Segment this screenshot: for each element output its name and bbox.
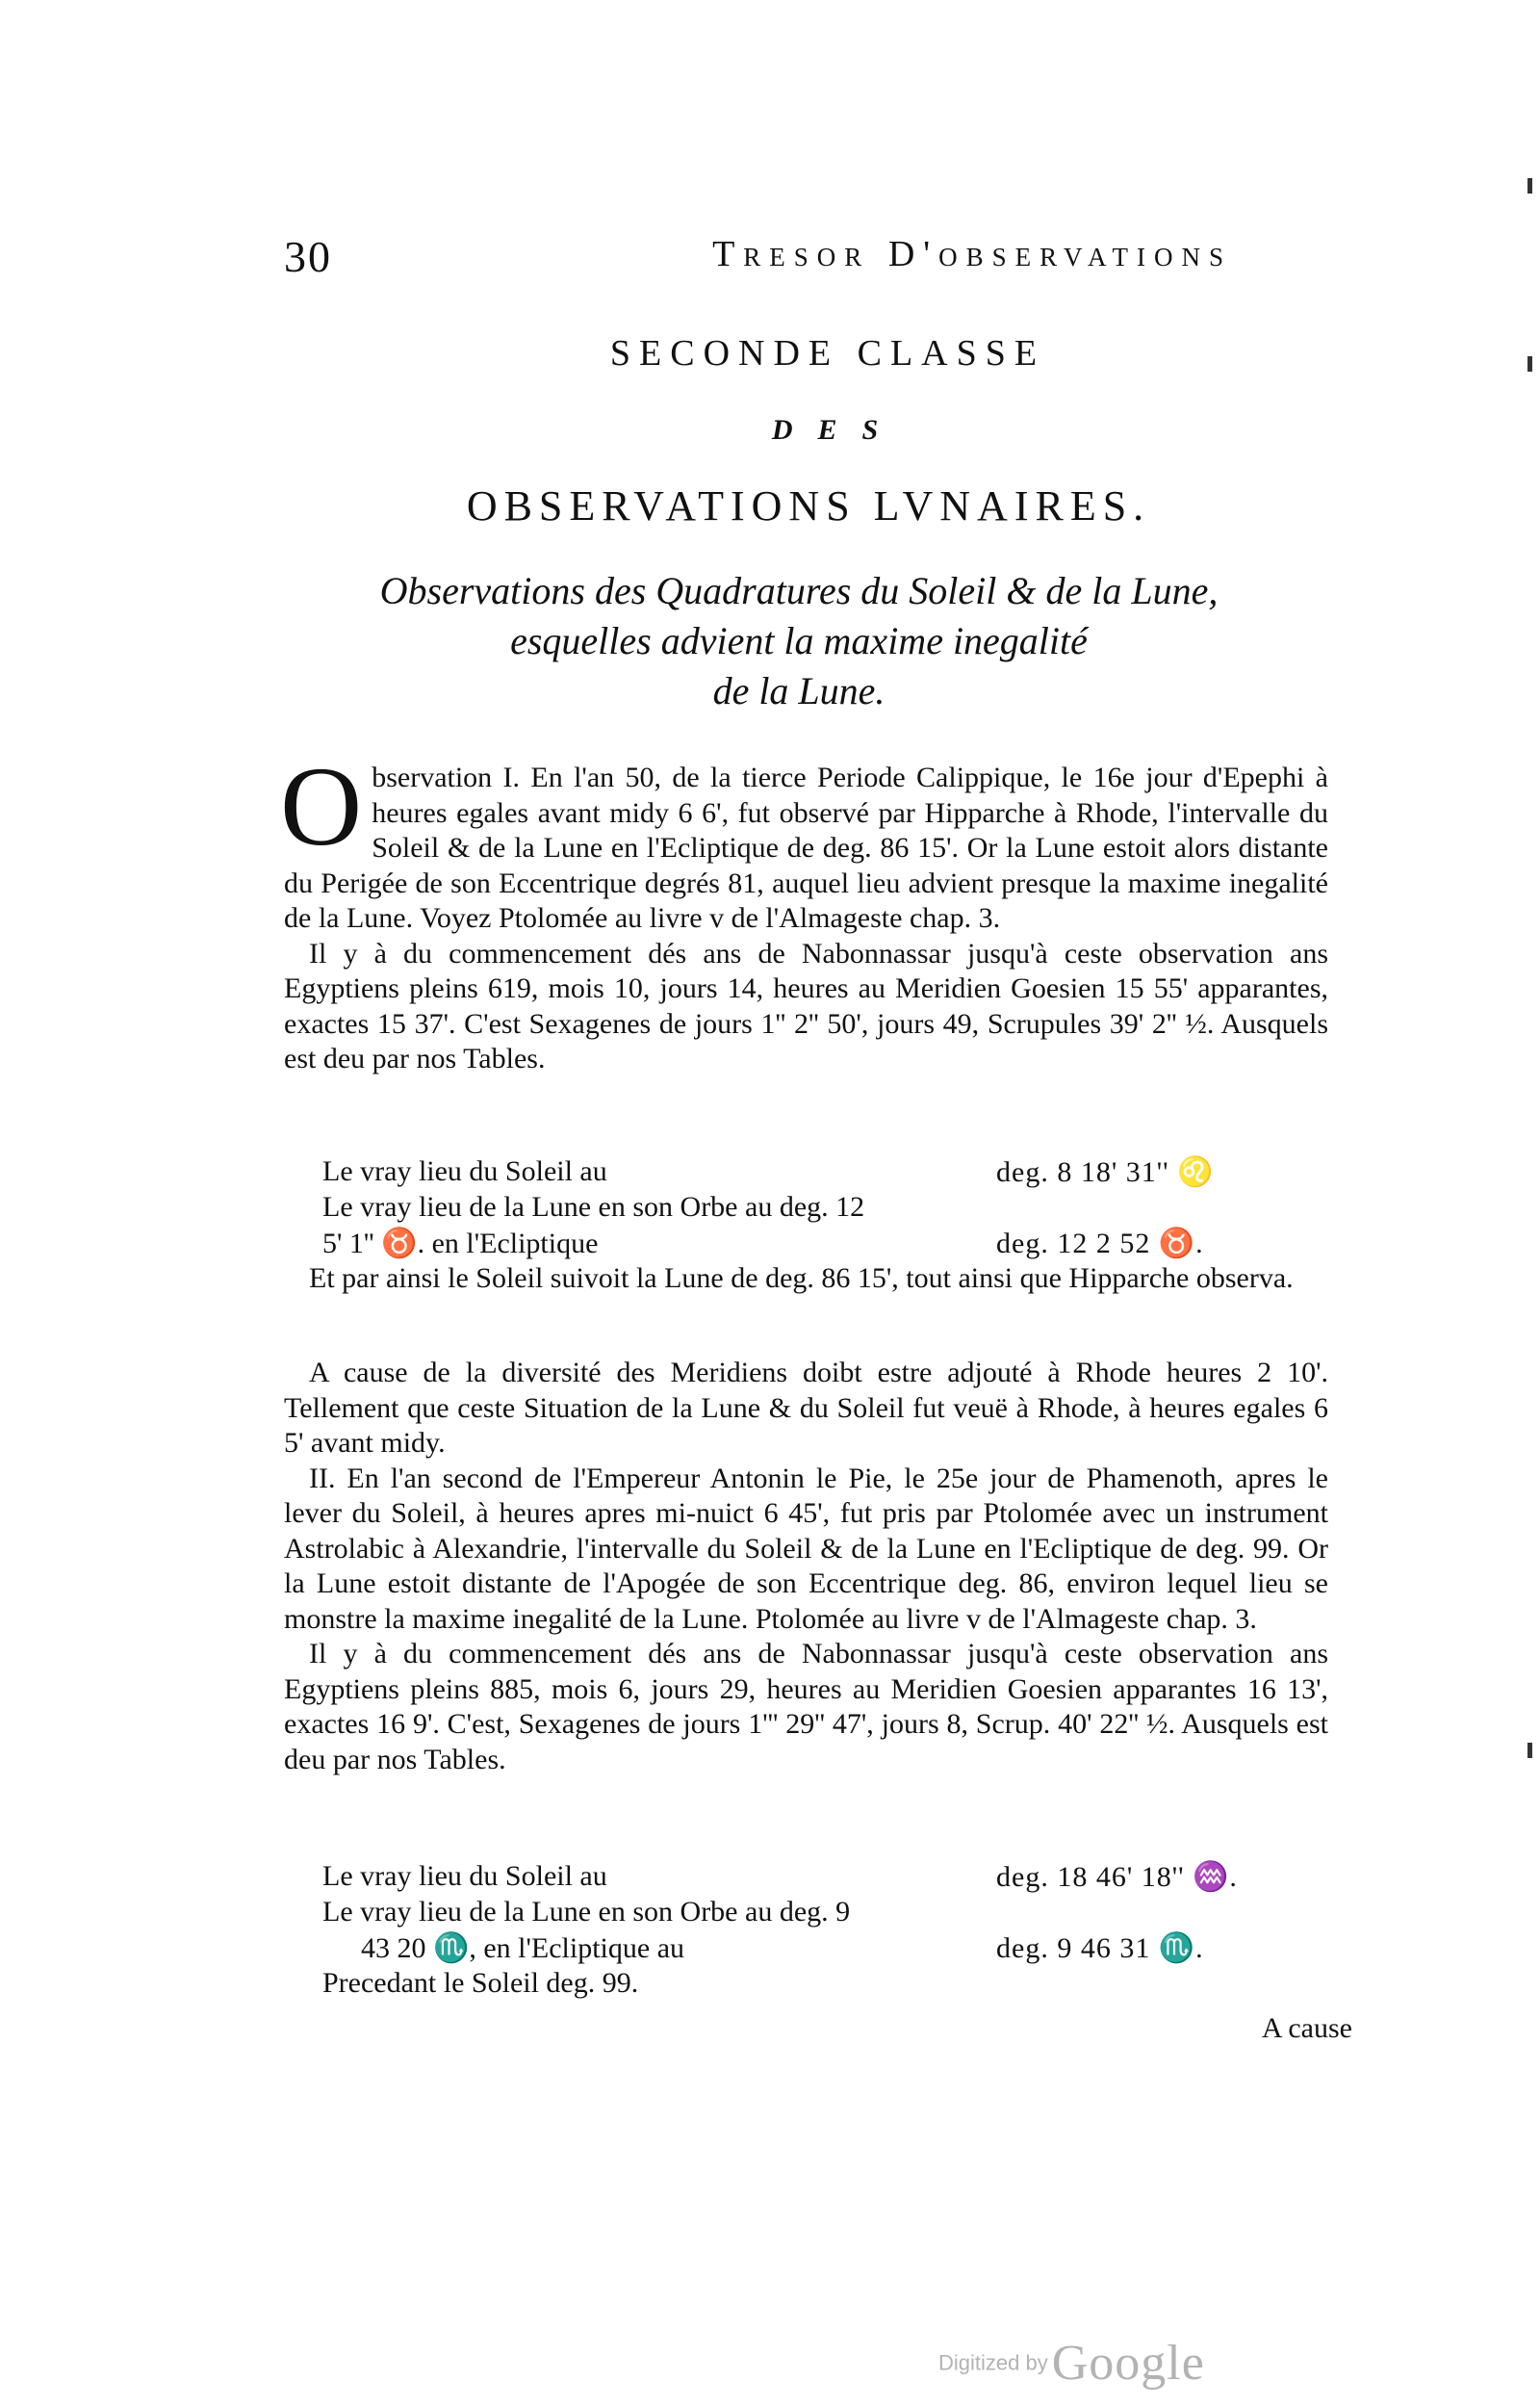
position-row xyxy=(322,1155,1328,1194)
scan-mark xyxy=(1527,356,1532,372)
meridian-paragraph: A cause de la diversité des Meridiens doibt estre adjouté à Rhode heures 2 10'. Tellement que ceste Situation de la Lune & du Soleil fut veuë à Rhode, à heures egales 6 5' avant midy. xyxy=(284,1357,1328,1459)
catchword: A cause xyxy=(1261,2012,1352,2044)
running-title: Tresor D'observations xyxy=(712,234,1232,274)
drop-cap: O xyxy=(280,743,363,869)
heading-des: DES xyxy=(771,414,904,446)
scan-mark xyxy=(1527,1743,1532,1758)
google-logo: Google xyxy=(1051,2336,1205,2391)
observation-1-epoch-paragraph: Il y à du commencement dés ans de Nabonnassar jusqu'à ceste observation ans Egyptiens pleins 619, mois 10, jours 14, heures au Meridien Goesien 15 55' apparantes, exactes 15 37'. C'est Sexagenes de jours 1'' 2'' 50', jours 49, Scrupules 39' 2'' ½. Ausquels est deu par nos Tables. xyxy=(284,937,1328,1074)
google-watermark xyxy=(938,2335,1205,2392)
observation-1-meridian-block xyxy=(284,1356,1328,1777)
observation-2-paragraph: II. En l'an second de l'Empereur Antonin le Pie, le 25e jour de Phamenoth, apres le lever du Soleil, à heures apres mi-nuict 6 45', fut pris par Ptolomée avec un instrument Astrolabic à Alexandrie, l'intervalle du Soleil & de la Lune en l'Ecliptique de deg. 99. Or la Lune estoit distante de l'Apogée de son Eccentrique deg. 86, environ lequel lieu se monstre la maxime inegalité de la Lune. Ptolomée au livre v de l'Almageste chap. 3. xyxy=(284,1462,1328,1635)
observation-1-paragraph xyxy=(280,743,1328,937)
position-label: Precedant le Soleil deg. 99. xyxy=(322,1967,639,1999)
scan-mark xyxy=(1527,178,1532,194)
position-row xyxy=(322,1227,1328,1265)
conclusion-paragraph: Et par ainsi le Soleil suivoit la Lune de deg. 86 15', tout ainsi que Hipparche observa. xyxy=(309,1262,1294,1294)
observation-1-conclusion xyxy=(284,1261,1328,1297)
observation-1-block xyxy=(280,743,1328,1077)
heading-classe: SECONDE CLASSE xyxy=(609,333,1046,374)
position-row xyxy=(322,1896,1328,1934)
position-row xyxy=(322,1931,1328,1970)
position-value: deg. 12 2 52 ♉. xyxy=(996,1228,1204,1259)
position-label: Le vray lieu de la Lune en son Orbe au deg. 12 xyxy=(322,1191,865,1223)
heading-lunaires: OBSERVATIONS LVNAIRES. xyxy=(466,482,1151,530)
position-value: deg. 9 46 31 ♏. xyxy=(996,1932,1204,1964)
position-label: 43 20 ♏, en l'Ecliptique au xyxy=(361,1932,685,1964)
watermark-prefix: Digitized by xyxy=(938,2350,1048,2375)
section-subtitle xyxy=(289,566,1309,716)
position-value: deg. 18 46' 18'' ♒. xyxy=(996,1861,1238,1893)
subtitle-line: esquelles advient la maxime inegalité xyxy=(510,619,1088,662)
position-row xyxy=(322,1860,1328,1899)
position-row xyxy=(322,1191,1328,1229)
observation-2-epoch-paragraph: Il y à du commencement dés ans de Nabonnassar jusqu'à ceste observation ans Egyptiens pleins 885, mois 6, jours 29, heures au Meridien Goesien apparantes 16 13', exactes 16 9'. C'est, Sexagenes de jours 1''' 29'' 47', jours 8, Scrup. 40' 22'' ½. Ausquels est deu par nos Tables. xyxy=(284,1638,1328,1775)
subtitle-line: de la Lune. xyxy=(712,669,886,712)
position-value: deg. 8 18' 31'' ♌ xyxy=(996,1156,1215,1188)
position-label: Le vray lieu de la Lune en son Orbe au deg. 9 xyxy=(322,1896,851,1928)
position-row xyxy=(322,1967,1328,2006)
position-label: Le vray lieu du Soleil au xyxy=(322,1155,607,1187)
position-label: 5' 1'' ♉. en l'Ecliptique xyxy=(322,1228,599,1259)
observation-1-text: bservation I. En l'an 50, de la tierce Periode Calippique, le 16e jour d'Epephi à heures egales avant midy 6 6', fut observé par Hipparche à Rhode, l'intervalle du Soleil & de la Lune en l'Ecliptique de deg. 86 15'. Or la Lune estoit alors distante du Perigée de son Eccentrique degrés 81, auquel lieu advient presque la maxime inegalité de la Lune. Voyez Ptolomée au livre v de l'Almageste chap. 3. xyxy=(284,762,1328,934)
page-number: 30 xyxy=(284,232,332,281)
running-head xyxy=(284,231,1232,289)
position-label: Le vray lieu du Soleil au xyxy=(322,1860,607,1892)
subtitle-line: Observations des Quadratures du Soleil & de la Lune, xyxy=(379,569,1219,612)
